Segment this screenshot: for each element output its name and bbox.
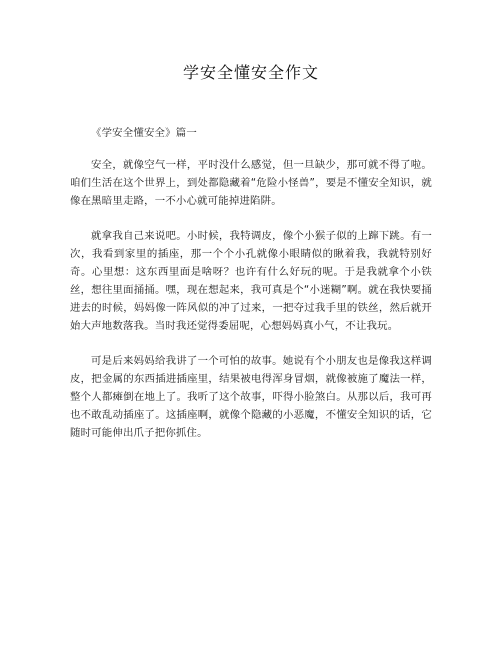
document-title: 学安全懂安全作文	[182, 63, 319, 82]
document-body	[70, 124, 432, 459]
paragraph-3: 可是后来妈妈给我讲了一个可怕的故事。她说有个小朋友也是像我这样调皮，把金属的东西插进插座里，结果被电得浑身冒烟，就像被施了魔法一样，整个人都瘫倒在地上了。我听了这个故事，吓得小脸煞白。从那以后，我可再也不敢乱动插座了。这插座啊，就像个隐藏的小恶魔，不懂安全知识的话，它随时可能伸出爪子把你抓住。	[70, 355, 432, 439]
section-subtitle: 《学安全懂安全》篇一	[91, 127, 197, 139]
paragraph-2: 就拿我自己来说吧。小时候，我特调皮，像个小猴子似的上蹿下跳。有一次，我看到家里的插座，那一个个小孔就像小眼睛似的瞅着我，我就特别好奇。心里想：这东西里面是啥呀？也许有什么好玩的呢。于是我就拿个小铁丝，想往里面捅捅。嘿，现在想起来，我可真是个“小迷糊”啊。就在我快要捅进去的时候，妈妈像一阵风似的冲了过来，一把夺过我手里的铁丝，然后就开始大声地数落我。当时我还觉得委屈呢，心想妈妈真小气，不让我玩。	[70, 230, 432, 332]
paragraph-1: 安全，就像空气一样，平时没什么感觉，但一旦缺少，那可就不得了啦。咱们生活在这个世界上，到处都隐藏着“危险小怪兽”，要是不懂安全知识，就像在黑暗里走路，一不小心就可能掉进陷阱。	[70, 159, 432, 207]
